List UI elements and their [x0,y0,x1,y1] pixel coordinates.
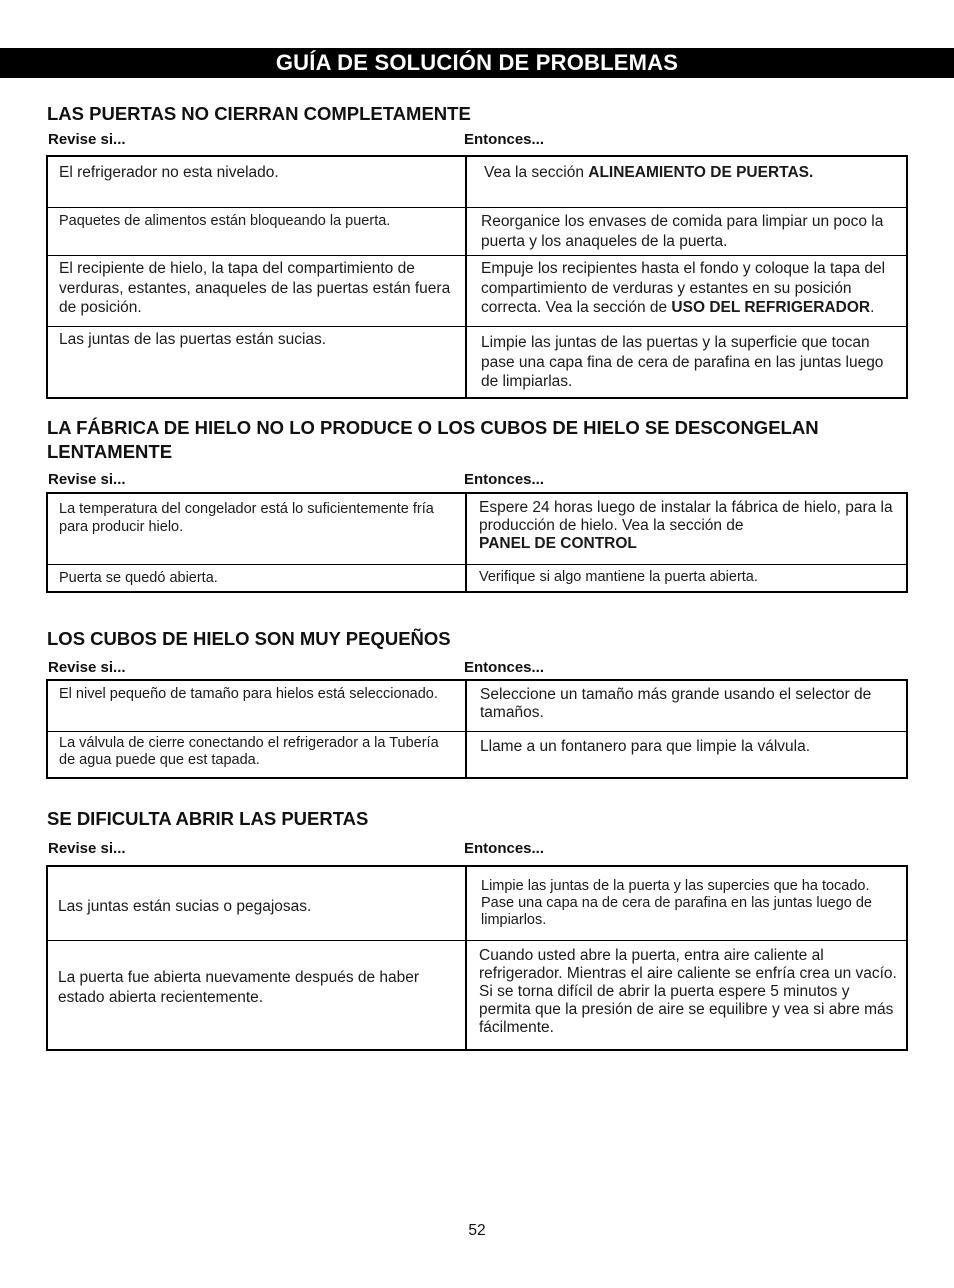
column-header-check: Revise si... [48,131,126,148]
check-cell: La válvula de cierre conectando el refrigerador a la Tubería de agua puede que est tapada. [59,735,439,768]
solution-cell: Espere 24 horas luego de instalar la fábrica de hielo, para la producción de hielo. Vea la sección de PANEL DE CONTROL [479,499,893,552]
solution-cell: Llame a un fontanero para que limpie la válvula. [480,738,811,755]
section-title-doors-not-closing: LAS PUERTAS NO CIERRAN COMPLETAMENTE [47,103,471,124]
check-cell: El recipiente de hielo, la tapa del compartimiento de verduras, estantes, anaqueles de las puertas están fuera de posición. [59,260,451,316]
bold-reference: PANEL DE CONTROL [479,535,637,552]
troubleshooting-table [46,679,908,779]
solution-cell: Seleccione un tamaño más grande usando el selector de tamaños. [480,686,872,721]
solution-cell: Vea la sección ALINEAMIENTO DE PUERTAS. [484,164,814,181]
check-cell: Paquetes de alimentos están bloqueando la puerta. [59,213,391,229]
table-row [48,564,906,592]
table-row [48,326,906,398]
solution-cell: Empuje los recipientes hasta el fondo y coloque la tapa del compartimiento de verduras y estantes en su posición correcta. Vea la sección de USO DEL REFRIGERADOR. [481,260,886,316]
table-row [48,940,906,1050]
check-cell: Las juntas están sucias o pegajosas. [58,898,312,915]
section-title-doors-hard-to-open: SE DIFICULTA ABRIR LAS PUERTAS [47,808,369,829]
column-header-check: Revise si... [48,659,126,676]
troubleshooting-table [46,155,908,399]
troubleshooting-table [46,865,908,1051]
troubleshooting-table [46,492,908,593]
check-cell: La puerta fue abierta nuevamente después de haber estado abierta recientemente. [58,969,420,1006]
check-cell: El refrigerador no esta nivelado. [59,164,279,181]
table-row [48,157,906,207]
solution-cell: Limpie las juntas de las puertas y la superficie que tocan pase una capa fina de cera de parafina en las juntas luego de limpiarlas. [481,334,884,390]
check-cell: El nivel pequeño de tamaño para hielos está seleccionado. [59,686,438,702]
table-row [48,255,906,326]
table-row [48,494,906,564]
table-row [48,867,906,939]
table-row [48,731,906,778]
page-number: 52 [468,1222,486,1239]
table-row [48,681,906,730]
column-header-check: Revise si... [48,840,126,857]
page-title-banner: GUÍA DE SOLUCIÓN DE PROBLEMAS [0,48,954,78]
solution-cell: Limpie las juntas de la puerta y las supercies que ha tocado. Pase una capa na de cera de parafina en las juntas luego de limpiarlos. [481,878,872,928]
column-header-then: Entonces... [464,659,545,676]
bold-reference: ALINEAMIENTO DE PUERTAS. [588,164,814,181]
check-cell: La temperatura del congelador está lo suficientemente fría para producir hielo. [59,501,434,535]
column-header-then: Entonces... [464,131,545,148]
column-header-check: Revise si... [48,471,126,488]
check-cell: Las juntas de las puertas están sucias. [59,331,327,348]
check-cell: Puerta se quedó abierta. [59,570,218,586]
column-header-then: Entonces... [464,471,545,488]
section-title-small-ice-cubes: LOS CUBOS DE HIELO SON MUY PEQUEÑOS [47,628,451,649]
solution-cell: Verifique si algo mantiene la puerta abierta. [479,569,758,585]
solution-cell: Cuando usted abre la puerta, entra aire caliente al refrigerador. Mientras el aire caliente se enfría crea un vacío. Si se torna difícil de abrir la puerta espere 5 minutos y permita que la presión de aire se equilibre y vea si abre más fácilmente. [479,947,897,1036]
column-header-then: Entonces... [464,840,545,857]
bold-reference: USO DEL REFRIGERADOR [671,299,871,316]
table-row [48,207,906,255]
solution-cell: Reorganice los envases de comida para limpiar un poco la puerta y los anaqueles de la puerta. [481,213,884,250]
section-title-ice-maker: LA FÁBRICA DE HIELO NO LO PRODUCE O LOS CUBOS DE HIELO SE DESCONGELAN LENTAMENTE [47,417,819,462]
